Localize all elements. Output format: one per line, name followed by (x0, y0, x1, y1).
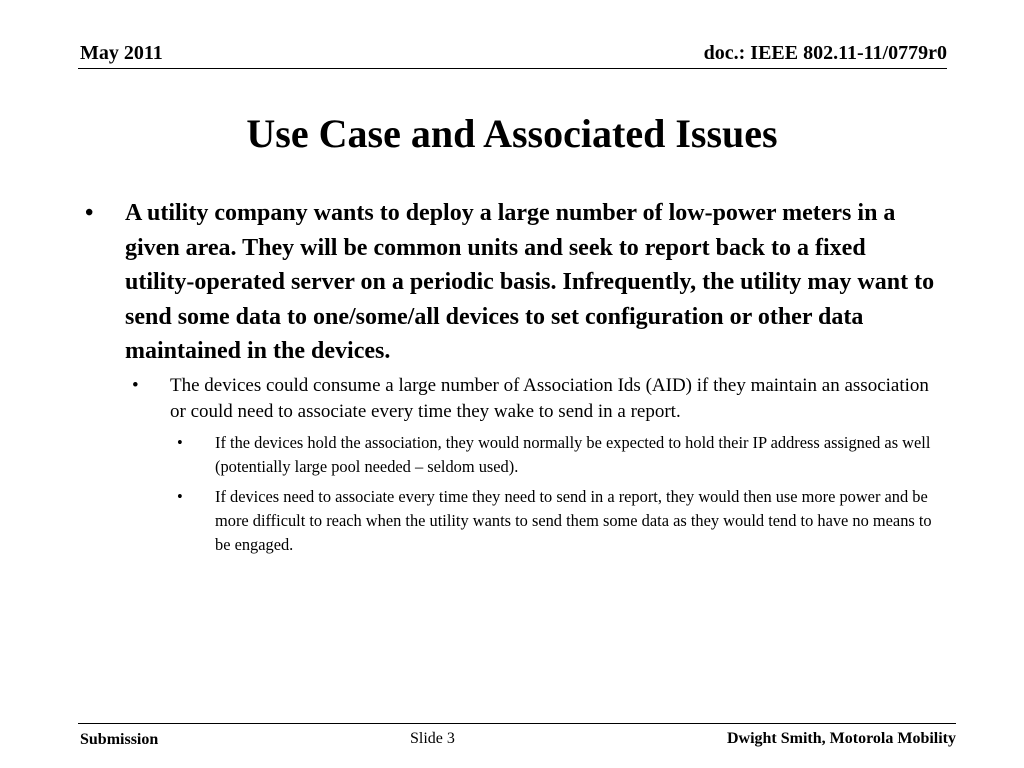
bullet-level-3 (80, 485, 935, 557)
header-divider (78, 68, 947, 69)
slide-body (80, 196, 940, 557)
bullet-dot-icon: • (132, 374, 139, 396)
bullet-level-3-text: If the devices hold the association, they would normally be expected to hold their IP address assigned as well (potentially large pool needed – seldom used). (215, 432, 931, 476)
slide-title: Use Case and Associated Issues (246, 111, 778, 156)
bullet-level-1-text: A utility company wants to deploy a large number of low-power meters in a given area. They will be common units and seek to report back to a fixed utility-operated server on a periodic basis. Infrequently, the utility may want to send some data to one/some/all devices to set configuration or other data maintained in the devices. (125, 200, 935, 364)
bullet-level-2-text: The devices could consume a large number of Association Ids (AID) if they maintain an association or could need to associate every time they wake to send in a report. (170, 374, 929, 422)
bullet-level-3-text: If devices need to associate every time they need to send in a report, they would then use more power and be more difficult to reach when the utility wants to send them some data as they would tend to have no means to be engaged. (215, 486, 932, 554)
bullet-dot-icon: • (85, 200, 94, 226)
footer-submission: Submission (80, 731, 159, 748)
bullet-dot-icon: • (177, 432, 183, 452)
bullet-level-3 (80, 431, 935, 479)
header-doc-id: doc.: IEEE 802.11-11/0779r0 (703, 42, 947, 64)
bullet-level-2 (80, 373, 940, 425)
header-date: May 2011 (80, 42, 163, 64)
bullet-dot-icon: • (177, 486, 183, 506)
bullet-level-1 (80, 196, 940, 369)
footer-author: Dwight Smith, Motorola Mobility (726, 730, 956, 747)
footer-slide-number: Slide 3 (410, 730, 455, 747)
footer-divider (78, 723, 956, 724)
